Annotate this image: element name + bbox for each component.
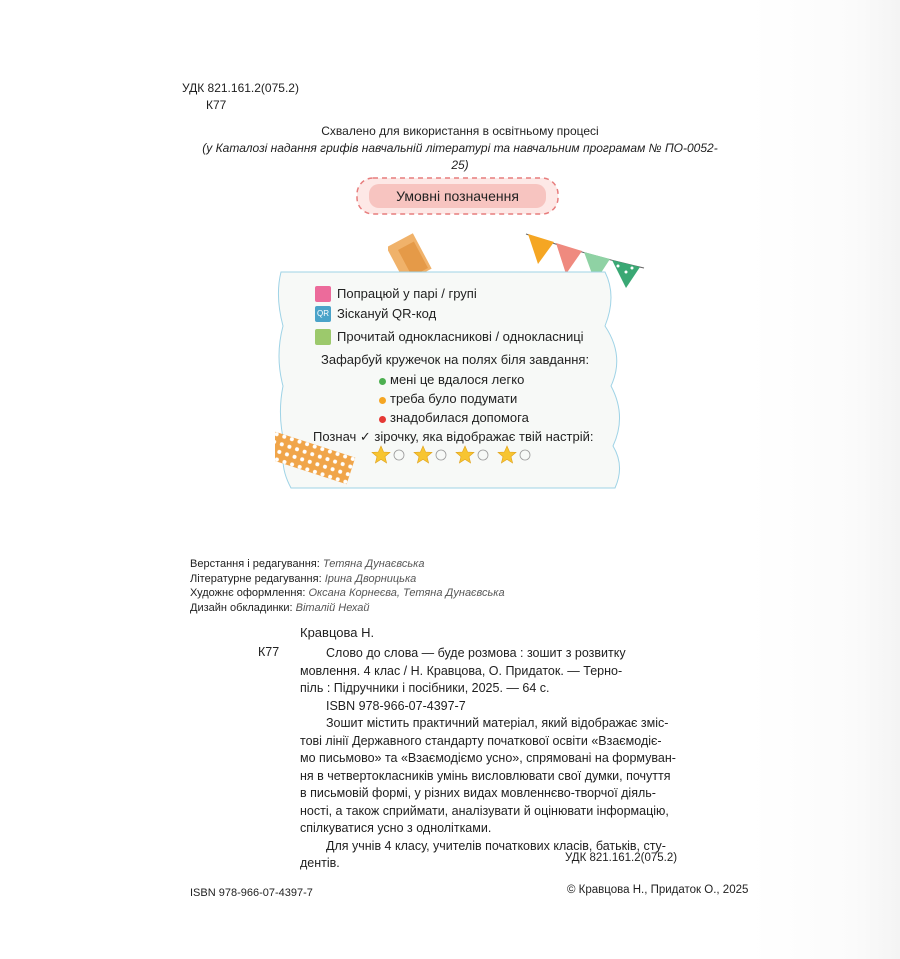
audience-line: дентів.	[300, 856, 340, 870]
desc-line: ня в четвертокласників умінь висловлювати свої думки, почуття	[300, 768, 671, 783]
legend-title-plate	[355, 176, 560, 216]
mood-checkbox-icon	[394, 450, 404, 460]
udk-header	[182, 80, 299, 114]
udk-code: УДК 821.161.2(075.2)	[182, 81, 299, 95]
qr-code-icon: QR	[315, 306, 331, 322]
biblio-line: Слово до слова — буде розмова : зошит з розвитку	[326, 646, 626, 660]
credit-row: Дизайн обкладинки: Віталій Нехай	[190, 601, 370, 614]
k-code: К77	[206, 98, 227, 112]
desc-line: мо письмово» та «Взаємодіємо усно», спрямовані на формуван-	[300, 751, 676, 765]
biblio-line: мовлення. 4 клас / Н. Кравцова, О. Придаток. — Терно-	[300, 663, 623, 678]
approval-line-2: (у Каталозі надання грифів навчальній літературі та навчальним програмам № ПО-0052-25)	[202, 141, 718, 172]
mood-checkbox-icon	[478, 450, 488, 460]
biblio-line: піль : Підручники і посібники, 2025. — 64 с.	[300, 681, 550, 695]
mood-star-icon	[498, 446, 516, 463]
credit-row: Верстання і редагування: Тетяна Дунаєвська	[190, 558, 425, 570]
mood-star-icon	[456, 446, 474, 463]
legend-card	[275, 266, 640, 495]
credit-row: Літературне редагування: Ірина Дворницька	[190, 572, 417, 585]
desc-line: ності, а також сприймати, аналізувати й оцінювати інформацію,	[300, 803, 669, 818]
desc-line: в письмовій формі, у різних видах мовленнєво-творчої діяль-	[300, 786, 656, 800]
desc-line: Зошит містить практичний матеріал, який відображає змiс-	[326, 716, 669, 730]
circle-instruction: Зафарбуй кружечок на полях біля завдання:	[321, 352, 590, 367]
biblio-udk: УДК 821.161.2(075.2)	[565, 852, 678, 864]
green-dot-icon	[379, 378, 386, 385]
desc-line: спілкуватися усно з однолітками.	[300, 821, 492, 835]
biblio-description	[300, 645, 680, 873]
legend-item-pair-work: Попрацюй у парі / групі	[337, 286, 477, 301]
mood-stars	[371, 444, 547, 466]
credits-block	[190, 557, 505, 615]
author-name: Кравцова Н.	[300, 625, 375, 640]
orange-dot-icon	[379, 397, 386, 404]
biblio-isbn: ISBN 978-966-07-4397-7	[326, 698, 466, 713]
legend-item-qr-code: Зіскануй QR-код	[337, 306, 437, 321]
pair-work-icon	[315, 286, 331, 302]
level-think: треба було подумати	[390, 391, 518, 406]
legend-item-read: Прочитай однокласникові / однокласниці	[337, 329, 584, 344]
approval-line-1: Схвалено для використання в освітньому процесі	[321, 124, 599, 138]
mood-star-icon	[414, 446, 432, 463]
copyright: © Кравцова Н., Придаток О., 2025	[567, 884, 749, 896]
desc-line: тові лінії Державного стандарту початкової освіти «Взаємодіє-	[300, 733, 662, 748]
footer-isbn: ISBN 978-966-07-4397-7	[190, 887, 313, 899]
biblio-k-code: К77	[258, 645, 280, 659]
audience-line: Для учнів 4 класу, учителів початкових класів, батьків, сту-	[326, 838, 666, 853]
approval-note	[195, 123, 725, 174]
credit-row: Художнє оформлення: Оксана Корнеєва, Тетяна Дунаєвська	[190, 587, 505, 599]
mood-checkbox-icon	[520, 450, 530, 460]
read-to-classmate-icon	[315, 329, 331, 345]
star-instruction: Познач ✓ зірочку, яка відображає твій настрій:	[313, 429, 594, 444]
mood-star-icon	[372, 446, 390, 463]
legend-title: Умовні позначення	[396, 188, 519, 204]
mood-checkbox-icon	[436, 450, 446, 460]
red-dot-icon	[379, 416, 386, 423]
level-help: знадобилася допомога	[390, 410, 529, 425]
level-easy: мені це вдалося легко	[390, 372, 525, 387]
